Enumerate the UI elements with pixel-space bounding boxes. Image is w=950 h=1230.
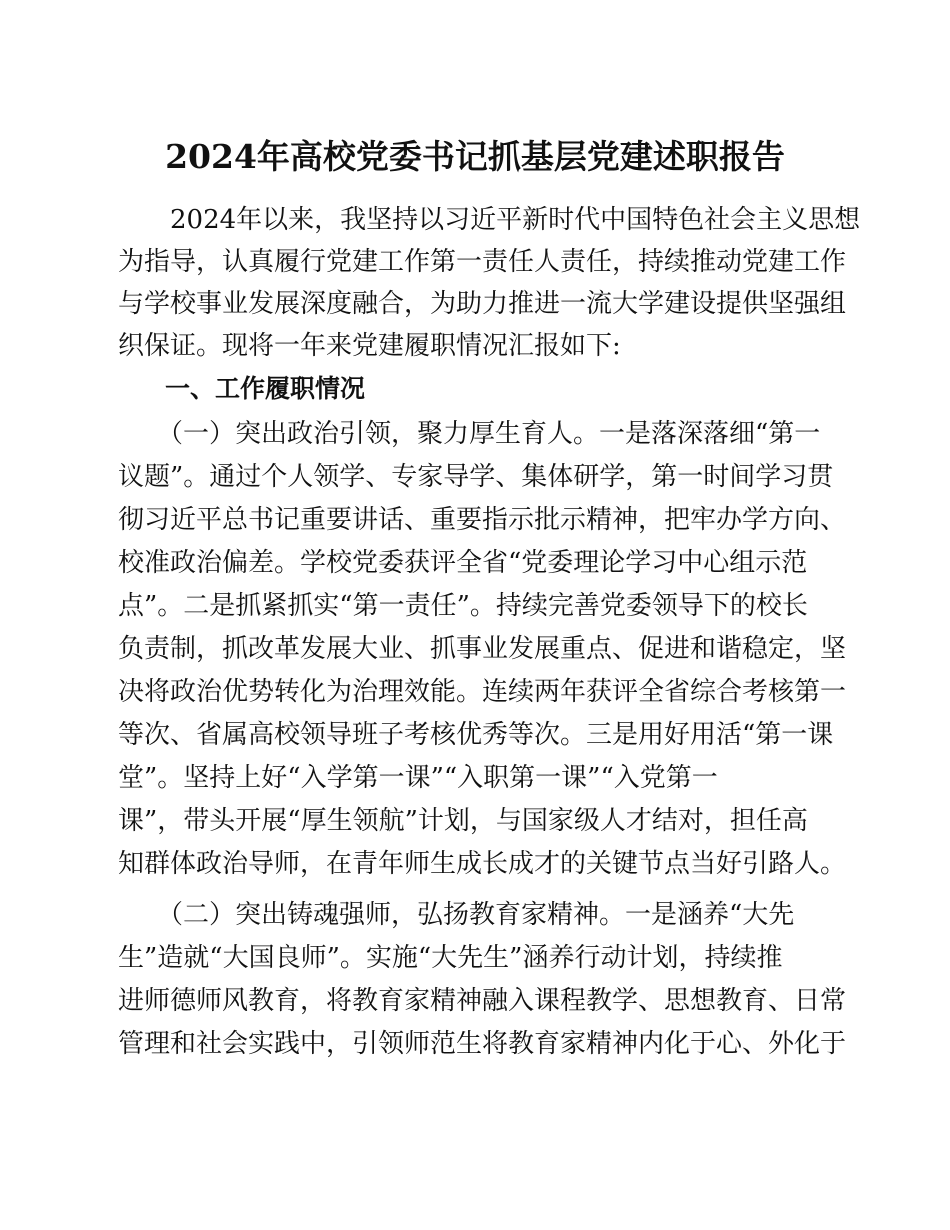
paragraph-line: 进师德师风教育，将教育家精神融入课程教学、思想教育、日常 [118,986,847,1016]
paragraph-line: 等次、省属高校领导班子考核优秀等次。三是用好用活“第一课 [118,720,834,750]
paragraph-line: 点”。二是抓紧抓实“第一责任”。持续完善党委领导下的校长 [118,591,808,621]
paragraph-line: 议题”。通过个人领学、专家导学、集体研学，第一时间学习贯 [118,462,834,492]
paragraph-line: 彻习近平总书记重要讲话、重要指示批示精神，把牢办学方向、 [118,505,847,535]
paragraph-line: （二）突出铸魂强师，弘扬教育家精神。一是涵养“大先 [118,900,795,930]
paragraph-line: （一）突出政治引领，聚力厚生育人。一是落深落细“第一 [118,419,821,449]
paragraph-line: 2024年以来，我坚持以习近平新时代中国特色社会主义思想 [118,205,861,235]
paragraph-line: 知群体政治导师，在青年师生成长成才的关键节点当好引路人。 [118,849,847,879]
paragraph-line: 负责制，抓改革发展大业、抓事业发展重点、促进和谐稳定，坚 [118,634,847,664]
paragraph-line: 校准政治偏差。学校党委获评全省“党委理论学习中心组示范 [118,548,808,578]
paragraph-line: 织保证。现将一年来党建履职情况汇报如下: [118,331,621,361]
paragraph-line: 与学校事业发展深度融合，为助力推进一流大学建设提供坚强组 [118,289,847,319]
document-title: 2024年高校党委书记抓基层党建述职报告 [165,137,785,176]
paragraph-line: 堂”。坚持上好“入学第一课”“入职第一课”“入党第一 [118,763,718,793]
paragraph-line: 生”造就“大国良师”。实施“大先生”涵养行动计划，持续推 [118,943,783,973]
paragraph-line: 决将政治优势转化为治理效能。连续两年获评全省综合考核第一 [118,677,847,707]
paragraph-line: 为指导，认真履行党建工作第一责任人责任，持续推动党建工作 [118,247,847,277]
section-heading: 一、工作履职情况 [165,374,366,403]
paragraph-line: 课”，带头开展“厚生领航”计划，与国家级人才结对，担任高 [118,806,808,836]
paragraph-line: 管理和社会实践中，引领师范生将教育家精神内化于心、外化于 [118,1029,847,1059]
